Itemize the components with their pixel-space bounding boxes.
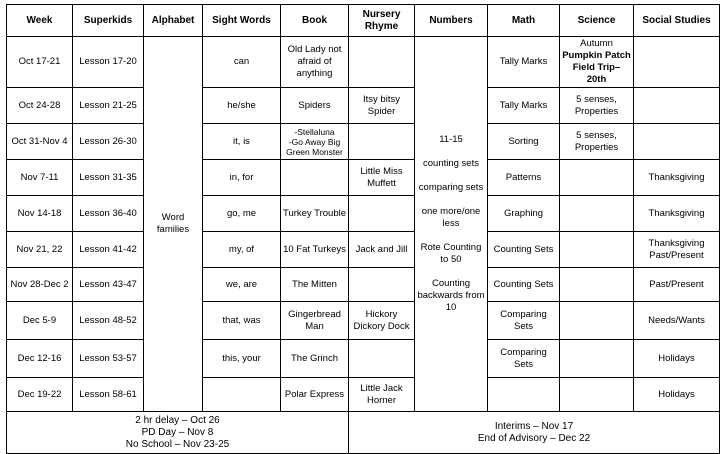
header-week: Week (7, 5, 73, 37)
sight-words-cell: my, of (203, 232, 281, 268)
book-cell: Turkey Trouble (281, 196, 349, 232)
lesson-plan-table (6, 4, 720, 454)
header-nursery-rhyme: Nursery Rhyme (349, 5, 415, 37)
table-row (7, 340, 720, 378)
header-science: Science (560, 5, 634, 37)
rhyme-cell: Little Jack Horner (349, 378, 415, 412)
sight-words-cell: we, are (203, 268, 281, 302)
sight-words-cell: in, for (203, 160, 281, 196)
header-superkids: Superkids (73, 5, 144, 37)
week-cell: Nov 21, 22 (7, 232, 73, 268)
table-row (7, 302, 720, 340)
sight-words-cell: it, is (203, 124, 281, 160)
week-cell: Oct 24-28 (7, 88, 73, 124)
week-cell: Dec 5-9 (7, 302, 73, 340)
social-studies-cell (634, 37, 720, 88)
rhyme-cell (349, 340, 415, 378)
math-cell: Tally Marks (488, 88, 560, 124)
science-topic: Autumn (580, 38, 613, 49)
week-cell: Nov 14-18 (7, 196, 73, 232)
table-row (7, 37, 720, 88)
field-trip-note: Pumpkin Patch Field Trip– 20th (562, 50, 631, 85)
superkids-cell: Lesson 53-57 (73, 340, 144, 378)
science-cell (560, 196, 634, 232)
footer-row (7, 412, 720, 454)
book-cell: Gingerbread Man (281, 302, 349, 340)
social-studies-cell (634, 124, 720, 160)
table-row (7, 232, 720, 268)
social-studies-cell: Thanksgiving (634, 196, 720, 232)
rhyme-cell: Little Miss Muffett (349, 160, 415, 196)
sight-words-cell (203, 378, 281, 412)
header-book: Book (281, 5, 349, 37)
book-cell: Old Lady not afraid of anything (281, 37, 349, 88)
week-cell: Dec 19-22 (7, 378, 73, 412)
header-alphabet: Alphabet (144, 5, 203, 37)
social-studies-cell: Thanksgiving Past/Present (634, 232, 720, 268)
header-math: Math (488, 5, 560, 37)
week-cell: Dec 12-16 (7, 340, 73, 378)
math-cell (488, 378, 560, 412)
science-cell (560, 378, 634, 412)
alphabet-cell: Word families (144, 37, 203, 412)
superkids-cell: Lesson 48-52 (73, 302, 144, 340)
science-cell: 5 senses, Properties (560, 124, 634, 160)
sight-words-cell: this, your (203, 340, 281, 378)
math-cell: Patterns (488, 160, 560, 196)
science-cell (560, 232, 634, 268)
numbers-cell: 11-15 counting sets comparing sets one more/one less Rote Counting to 50 Counting backwards from 10 (415, 37, 488, 412)
rhyme-cell (349, 196, 415, 232)
table-row (7, 88, 720, 124)
table-row (7, 160, 720, 196)
science-cell (560, 268, 634, 302)
rhyme-cell: Itsy bitsy Spider (349, 88, 415, 124)
rhyme-cell (349, 124, 415, 160)
book-cell (281, 160, 349, 196)
superkids-cell: Lesson 41-42 (73, 232, 144, 268)
social-studies-cell (634, 88, 720, 124)
header-sight-words: Sight Words (203, 5, 281, 37)
header-social-studies: Social Studies (634, 5, 720, 37)
rhyme-cell (349, 37, 415, 88)
week-cell: Oct 17-21 (7, 37, 73, 88)
table-row (7, 124, 720, 160)
sight-words-cell: can (203, 37, 281, 88)
superkids-cell: Lesson 58-61 (73, 378, 144, 412)
book-cell: Polar Express (281, 378, 349, 412)
sight-words-cell: that, was (203, 302, 281, 340)
science-cell (560, 340, 634, 378)
header-numbers: Numbers (415, 5, 488, 37)
footer-dates-right: Interims – Nov 17 End of Advisory – Dec 22 (349, 412, 720, 454)
math-cell: Sorting (488, 124, 560, 160)
science-cell: 5 senses, Properties (560, 88, 634, 124)
math-cell: Comparing Sets (488, 302, 560, 340)
superkids-cell: Lesson 36-40 (73, 196, 144, 232)
header-row (7, 5, 720, 37)
book-cell: 10 Fat Turkeys (281, 232, 349, 268)
book-cell: The Grinch (281, 340, 349, 378)
week-cell: Nov 28-Dec 2 (7, 268, 73, 302)
table-row (7, 268, 720, 302)
table-row (7, 196, 720, 232)
math-cell: Tally Marks (488, 37, 560, 88)
science-cell (560, 37, 634, 88)
science-cell (560, 160, 634, 196)
book-cell: -Stellaluna -Go Away Big Green Monster (281, 124, 349, 160)
superkids-cell: Lesson 26-30 (73, 124, 144, 160)
rhyme-cell: Hickory Dickory Dock (349, 302, 415, 340)
math-cell: Counting Sets (488, 268, 560, 302)
sight-words-cell: he/she (203, 88, 281, 124)
book-cell: Spiders (281, 88, 349, 124)
footer-dates-left: 2 hr delay – Oct 26 PD Day – Nov 8 No School – Nov 23-25 (7, 412, 349, 454)
superkids-cell: Lesson 21-25 (73, 88, 144, 124)
rhyme-cell: Jack and Jill (349, 232, 415, 268)
math-cell: Counting Sets (488, 232, 560, 268)
table-row (7, 378, 720, 412)
rhyme-cell (349, 268, 415, 302)
social-studies-cell: Thanksgiving (634, 160, 720, 196)
math-cell: Graphing (488, 196, 560, 232)
superkids-cell: Lesson 31-35 (73, 160, 144, 196)
week-cell: Oct 31-Nov 4 (7, 124, 73, 160)
social-studies-cell: Needs/Wants (634, 302, 720, 340)
superkids-cell: Lesson 17-20 (73, 37, 144, 88)
science-cell (560, 302, 634, 340)
book-cell: The Mitten (281, 268, 349, 302)
social-studies-cell: Holidays (634, 340, 720, 378)
week-cell: Nov 7-11 (7, 160, 73, 196)
sight-words-cell: go, me (203, 196, 281, 232)
math-cell: Comparing Sets (488, 340, 560, 378)
social-studies-cell: Holidays (634, 378, 720, 412)
social-studies-cell: Past/Present (634, 268, 720, 302)
superkids-cell: Lesson 43-47 (73, 268, 144, 302)
